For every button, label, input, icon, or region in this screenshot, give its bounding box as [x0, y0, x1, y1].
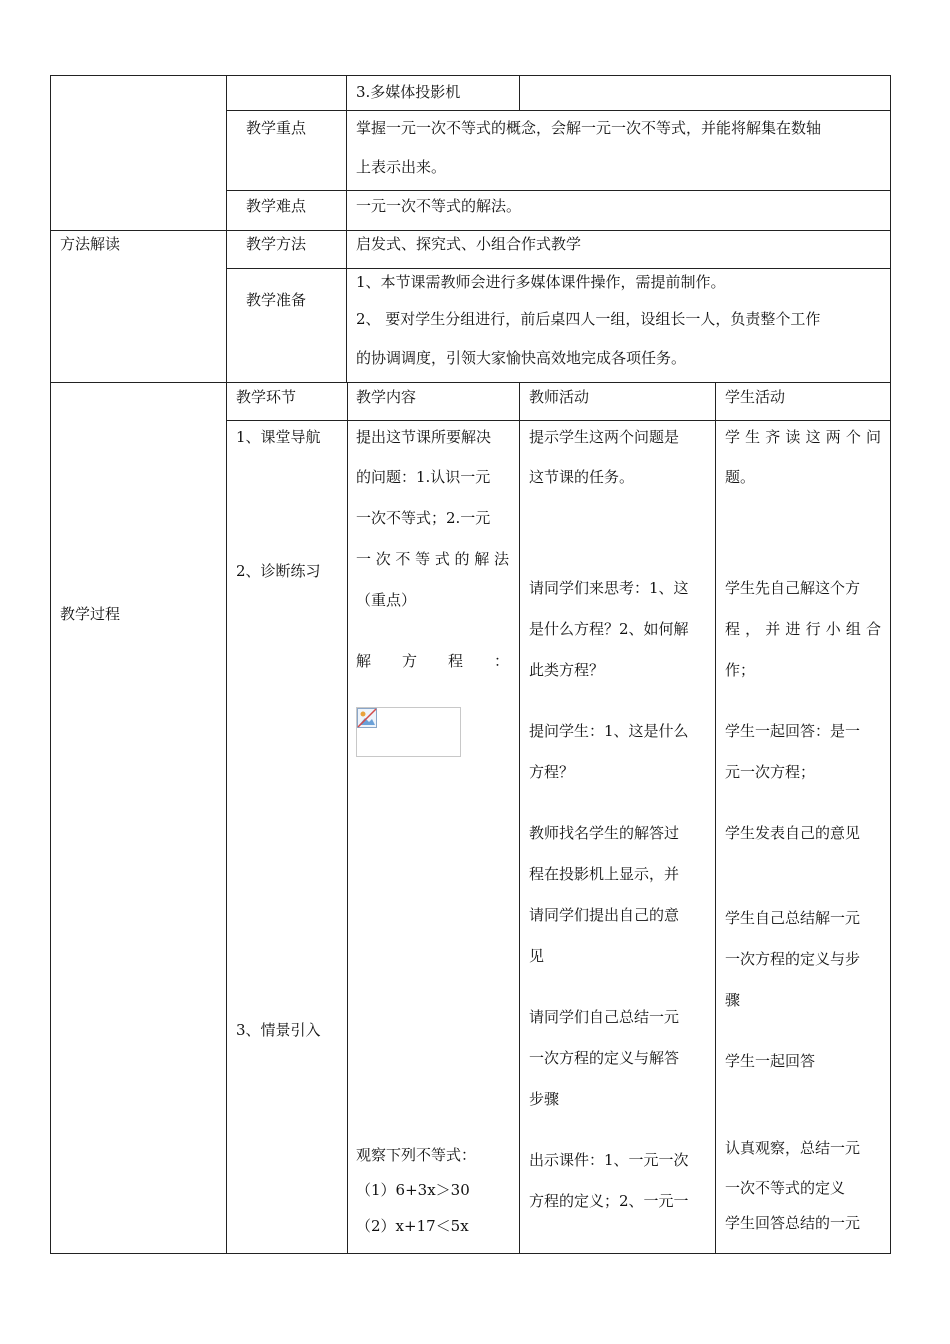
prep-line1: 1、本节课需教师会进行多媒体课件操作，需提前制作。 [356, 273, 726, 291]
rule-col1 [226, 75, 227, 1254]
rule-col2b [347, 382, 348, 1254]
teacher-activity-line: 请同学们自己总结一元 [529, 1008, 680, 1026]
teacher-activity-line: 见 [529, 947, 545, 965]
header-stage: 教学环节 [236, 388, 297, 406]
process-label: 教学过程 [60, 605, 121, 623]
stage-2: 2、诊断练习 [236, 562, 321, 580]
key-points-line2: 上表示出来。 [356, 158, 447, 176]
key-points-label: 教学重点 [246, 119, 307, 137]
method-text: 启发式、探究式、小组合作式教学 [356, 235, 582, 253]
content-line: 一次不等式的解法 [356, 550, 509, 568]
inequality-2: （2）x+17＜5x [356, 1217, 469, 1235]
prep-label: 教学准备 [246, 291, 307, 309]
key-points-line1: 掌握一元一次不等式的概念，会解一元一次不等式，并能将解集在数轴 [356, 119, 822, 137]
rule-col3 [519, 75, 520, 111]
rule-right [890, 75, 891, 1254]
student-activity-line: 元一次方程； [725, 763, 816, 781]
content-line: 一次不等式；2.一元 [356, 509, 491, 527]
teacher-activity-line: 一次方程的定义与解答 [529, 1049, 680, 1067]
rule-col2a [346, 75, 347, 382]
teacher-activity-line: 请同学们来思考：1、这 [529, 579, 689, 597]
rule-col3b [519, 382, 520, 1254]
teacher-activity-line: 提问学生：1、这是什么 [529, 722, 689, 740]
inequality-1: （1）6+3x＞30 [356, 1181, 470, 1199]
teacher-activity-line: 出示课件：1、一元一次 [529, 1151, 689, 1169]
student-activity-line: 作； [725, 661, 756, 679]
student-activity-line: 学生自己总结解一元 [725, 909, 861, 927]
student-activity-line: 学生回答总结的一元 [725, 1214, 861, 1232]
student-activity-line: 学生发表自己的意见 [725, 824, 861, 842]
difficulties-label: 教学难点 [246, 197, 307, 215]
content-line: 提出这节课所要解决 [356, 428, 492, 446]
teacher-activity-line: 方程？ [529, 763, 575, 781]
rule-top [50, 75, 891, 76]
difficulties-text: 一元一次不等式的解法。 [356, 197, 522, 215]
solve-equation-label: 解方程： [356, 652, 509, 670]
teacher-activity-line: 教师找名学生的解答过 [529, 824, 680, 842]
teacher-activity-line: 这节课的任务。 [529, 468, 635, 486]
broken-image-icon [357, 708, 377, 728]
student-activity-line: 学生一起回答 [725, 1052, 816, 1070]
rule-left [50, 75, 51, 1254]
student-activity-line: 程，并进行小组合 [725, 620, 881, 638]
observe-label: 观察下列不等式： [356, 1146, 477, 1164]
teacher-activity-line: 程在投影机上显示，并 [529, 865, 680, 883]
equipment-item-3: 3.多媒体投影机 [356, 83, 461, 101]
content-line: （重点） [356, 591, 417, 609]
prep-line3: 的协调调度，引领大家愉快高效地完成各项任务。 [356, 349, 687, 367]
student-activity-line: 题。 [725, 468, 756, 486]
header-teacher: 教师活动 [529, 388, 590, 406]
rule-col4 [715, 382, 716, 1254]
student-activity-line: 学生一起回答：是一 [725, 722, 861, 740]
student-activity-line: 一次不等式的定义 [725, 1179, 846, 1197]
content-line: 的问题：1.认识一元 [356, 468, 491, 486]
method-label: 教学方法 [246, 235, 307, 253]
equation-image [356, 707, 461, 757]
stage-3: 3、情景引入 [236, 1021, 321, 1039]
student-activity-line: 认真观察，总结一元 [725, 1139, 861, 1157]
teacher-activity-line: 是什么方程？2、如何解 [529, 620, 689, 638]
student-activity-line: 一次方程的定义与步 [725, 950, 861, 968]
teacher-activity-line: 提示学生这两个问题是 [529, 428, 680, 446]
teacher-activity-line: 方程的定义；2、一元一 [529, 1192, 689, 1210]
header-student: 学生活动 [725, 388, 786, 406]
teacher-activity-line: 此类方程？ [529, 661, 605, 679]
student-activity-line: 学生先自己解这个方 [725, 579, 861, 597]
teacher-activity-line: 步骤 [529, 1090, 560, 1108]
rule-bottom [50, 1253, 891, 1254]
student-activity-line: 骤 [725, 991, 741, 1009]
prep-line2: 2、 要对学生分组进行，前后桌四人一组，设组长一人，负责整个工作 [356, 310, 821, 328]
header-content: 教学内容 [356, 388, 417, 406]
student-activity-line: 学生齐读这两个问 [725, 428, 881, 446]
method-section-label: 方法解读 [60, 235, 121, 253]
teacher-activity-line: 请同学们提出自己的意 [529, 906, 680, 924]
rule-row2 [226, 190, 891, 191]
stage-1: 1、课堂导航 [236, 428, 321, 446]
